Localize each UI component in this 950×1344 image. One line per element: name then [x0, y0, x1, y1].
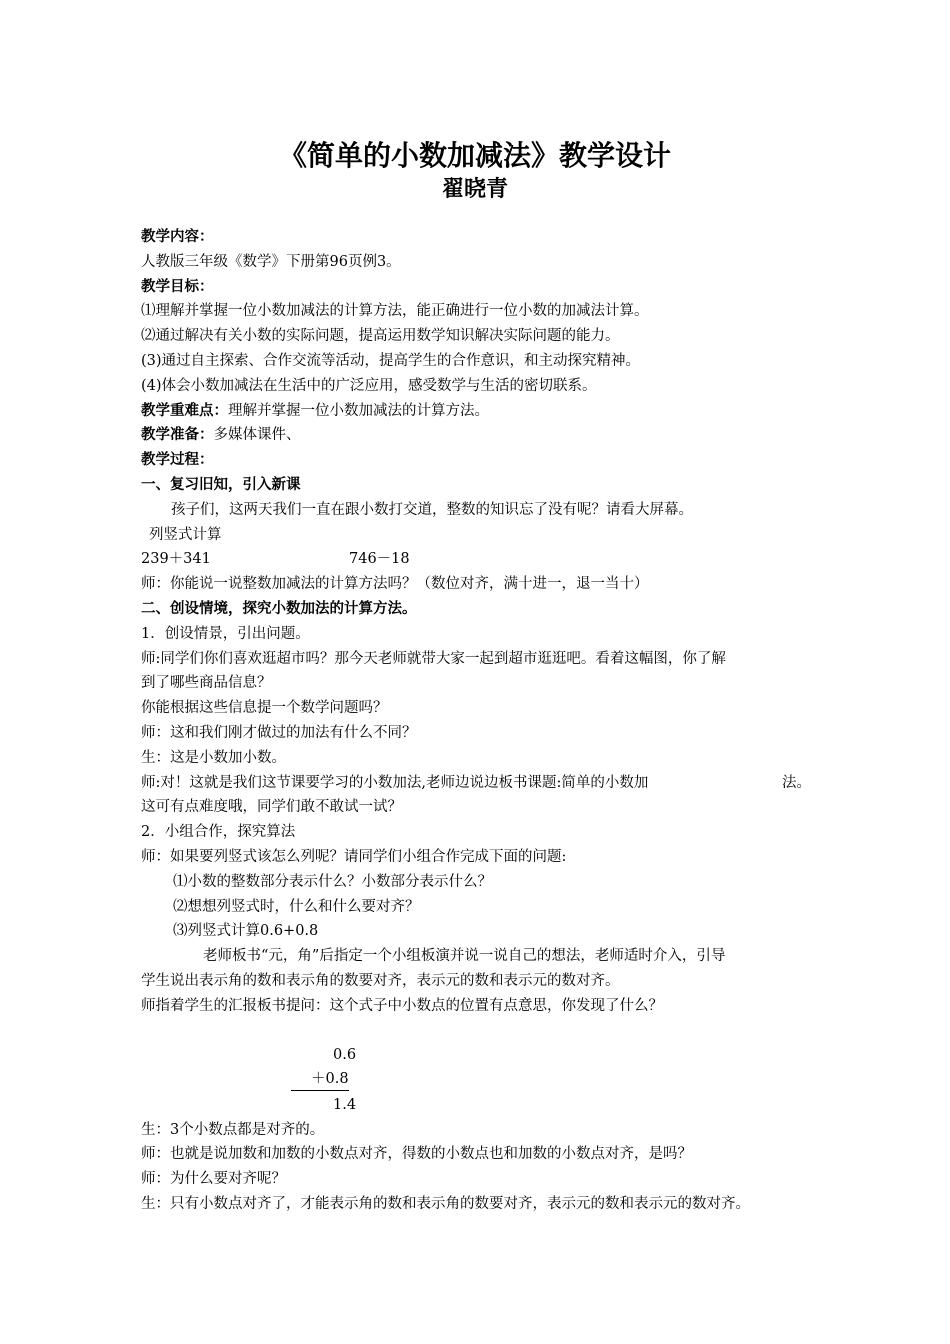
- process-label: 教学过程：: [141, 452, 214, 469]
- content-text: 人教版三年级《数学》下册第96页例3。: [141, 253, 401, 270]
- vertical-calc-top: [141, 1043, 831, 1068]
- goal-item: (4)体会小数加减法在生活中的广泛应用，感受数学与生活的密切联系。: [141, 377, 597, 394]
- content-label: 教学内容：: [141, 229, 214, 245]
- paragraph: 生：3个小数点都是对齐的。: [141, 1121, 325, 1138]
- paragraph: 师：也就是说加数和加数的小数点对齐，得数的小数点也和加数的小数点对齐，是吗？: [141, 1146, 692, 1163]
- review-calculations: [141, 547, 831, 572]
- section1-heading: 一、复习旧知，引入新课: [141, 476, 301, 493]
- vertical-top-number: 0.6: [333, 1047, 357, 1064]
- paragraph: 生：这是小数加小数。: [141, 749, 286, 766]
- calc-expression: 746－18: [349, 551, 410, 568]
- paragraph-with-gap: [141, 771, 831, 796]
- paragraph: 老师板书“元，角”后指定一个小组板演并说一说自己的想法，老师适时介入，引导: [203, 948, 726, 965]
- vertical-result-number: 1.4: [333, 1096, 357, 1113]
- calc-expression: 239＋341: [141, 551, 211, 568]
- prep-text: 多媒体课件、: [213, 427, 301, 444]
- paragraph: 学生说出表示角的数和表示角的数要对齐，表示元的数和表示元的数对齐。: [141, 972, 620, 989]
- prep-label: 教学准备：: [141, 427, 214, 444]
- paragraph: 师指着学生的汇报板书提问：这个式子中小数点的位置有点意思，你发现了什么？: [141, 997, 663, 1014]
- prep-line: [141, 423, 831, 448]
- paragraph: 1．创设情景，引出问题。: [141, 625, 310, 642]
- vertical-calc-middle: [141, 1068, 831, 1093]
- question-item: ⑴小数的整数部分表示什么？小数部分表示什么？: [173, 873, 492, 890]
- paragraph-text: 师:对！这就是我们这节课要学习的小数加法,老师边说边板书课题:简单的小数加: [141, 774, 649, 791]
- paragraph: 孩子们，这两天我们一直在跟小数打交道，整数的知识忘了没有呢？请看大屏幕。: [171, 501, 693, 518]
- document-body: [141, 225, 831, 1217]
- question-item: ⑵想想列竖式时，什么和什么要对齐？: [173, 898, 420, 915]
- paragraph: 2．小组合作，探究算法: [141, 824, 296, 841]
- paragraph-tail: 法。: [782, 774, 811, 791]
- document-author: 翟晓青: [441, 177, 508, 202]
- paragraph: 到了哪些商品信息？: [141, 675, 272, 692]
- goal-item: ⑴理解并掌握一位小数加减法的计算方法，能正确进行一位小数的加减法计算。: [141, 303, 649, 320]
- paragraph: 师：你能说一说整数加减法的计算方法吗？（数位对齐，满十进一，退一当十）: [141, 576, 649, 593]
- paragraph: 师：如果要列竖式该怎么列呢？请同学们小组合作完成下面的问题:: [141, 848, 567, 865]
- goal-item: ⑵通过解决有关小数的实际问题，提高运用数学知识解决实际问题的能力。: [141, 328, 620, 345]
- paragraph: 师:同学们你们喜欢逛超市吗？那今天老师就带大家一起到超市逛逛吧。看着这幅图，你了解: [141, 650, 726, 667]
- section2-heading: 二、创设情境，探究小数加法的计算方法。: [141, 600, 417, 617]
- keypoint-text: 理解并掌握一位小数加减法的计算方法。: [228, 402, 489, 419]
- goals-label: 教学目标：: [141, 278, 214, 295]
- vertical-addend: ＋0.8: [291, 1068, 349, 1091]
- paragraph: 列竖式计算: [149, 526, 222, 543]
- paragraph: 师：为什么要对齐呢？: [141, 1171, 286, 1188]
- paragraph: 生：只有小数点对齐了，才能表示角的数和表示角的数要对齐，表示元的数和表示元的数对齐。: [141, 1196, 750, 1213]
- keypoint-line: [141, 399, 831, 424]
- paragraph: 师：这和我们刚才做过的加法有什么不同？: [141, 724, 417, 741]
- document-title: 《简单的小数加减法》教学设计: [278, 139, 671, 172]
- goal-item: (3)通过自主探索、合作交流等活动，提高学生的合作意识，和主动探究精神。: [141, 352, 641, 369]
- keypoint-label: 教学重难点：: [141, 402, 228, 419]
- paragraph: 你能根据这些信息提一个数学问题吗？: [141, 700, 388, 717]
- vertical-calc-result: [141, 1093, 831, 1118]
- question-item: ⑶列竖式计算0.6+0.8: [173, 923, 319, 940]
- paragraph: 这可有点难度哦，同学们敢不敢试一试？: [141, 799, 402, 816]
- blank-line: [141, 1019, 831, 1044]
